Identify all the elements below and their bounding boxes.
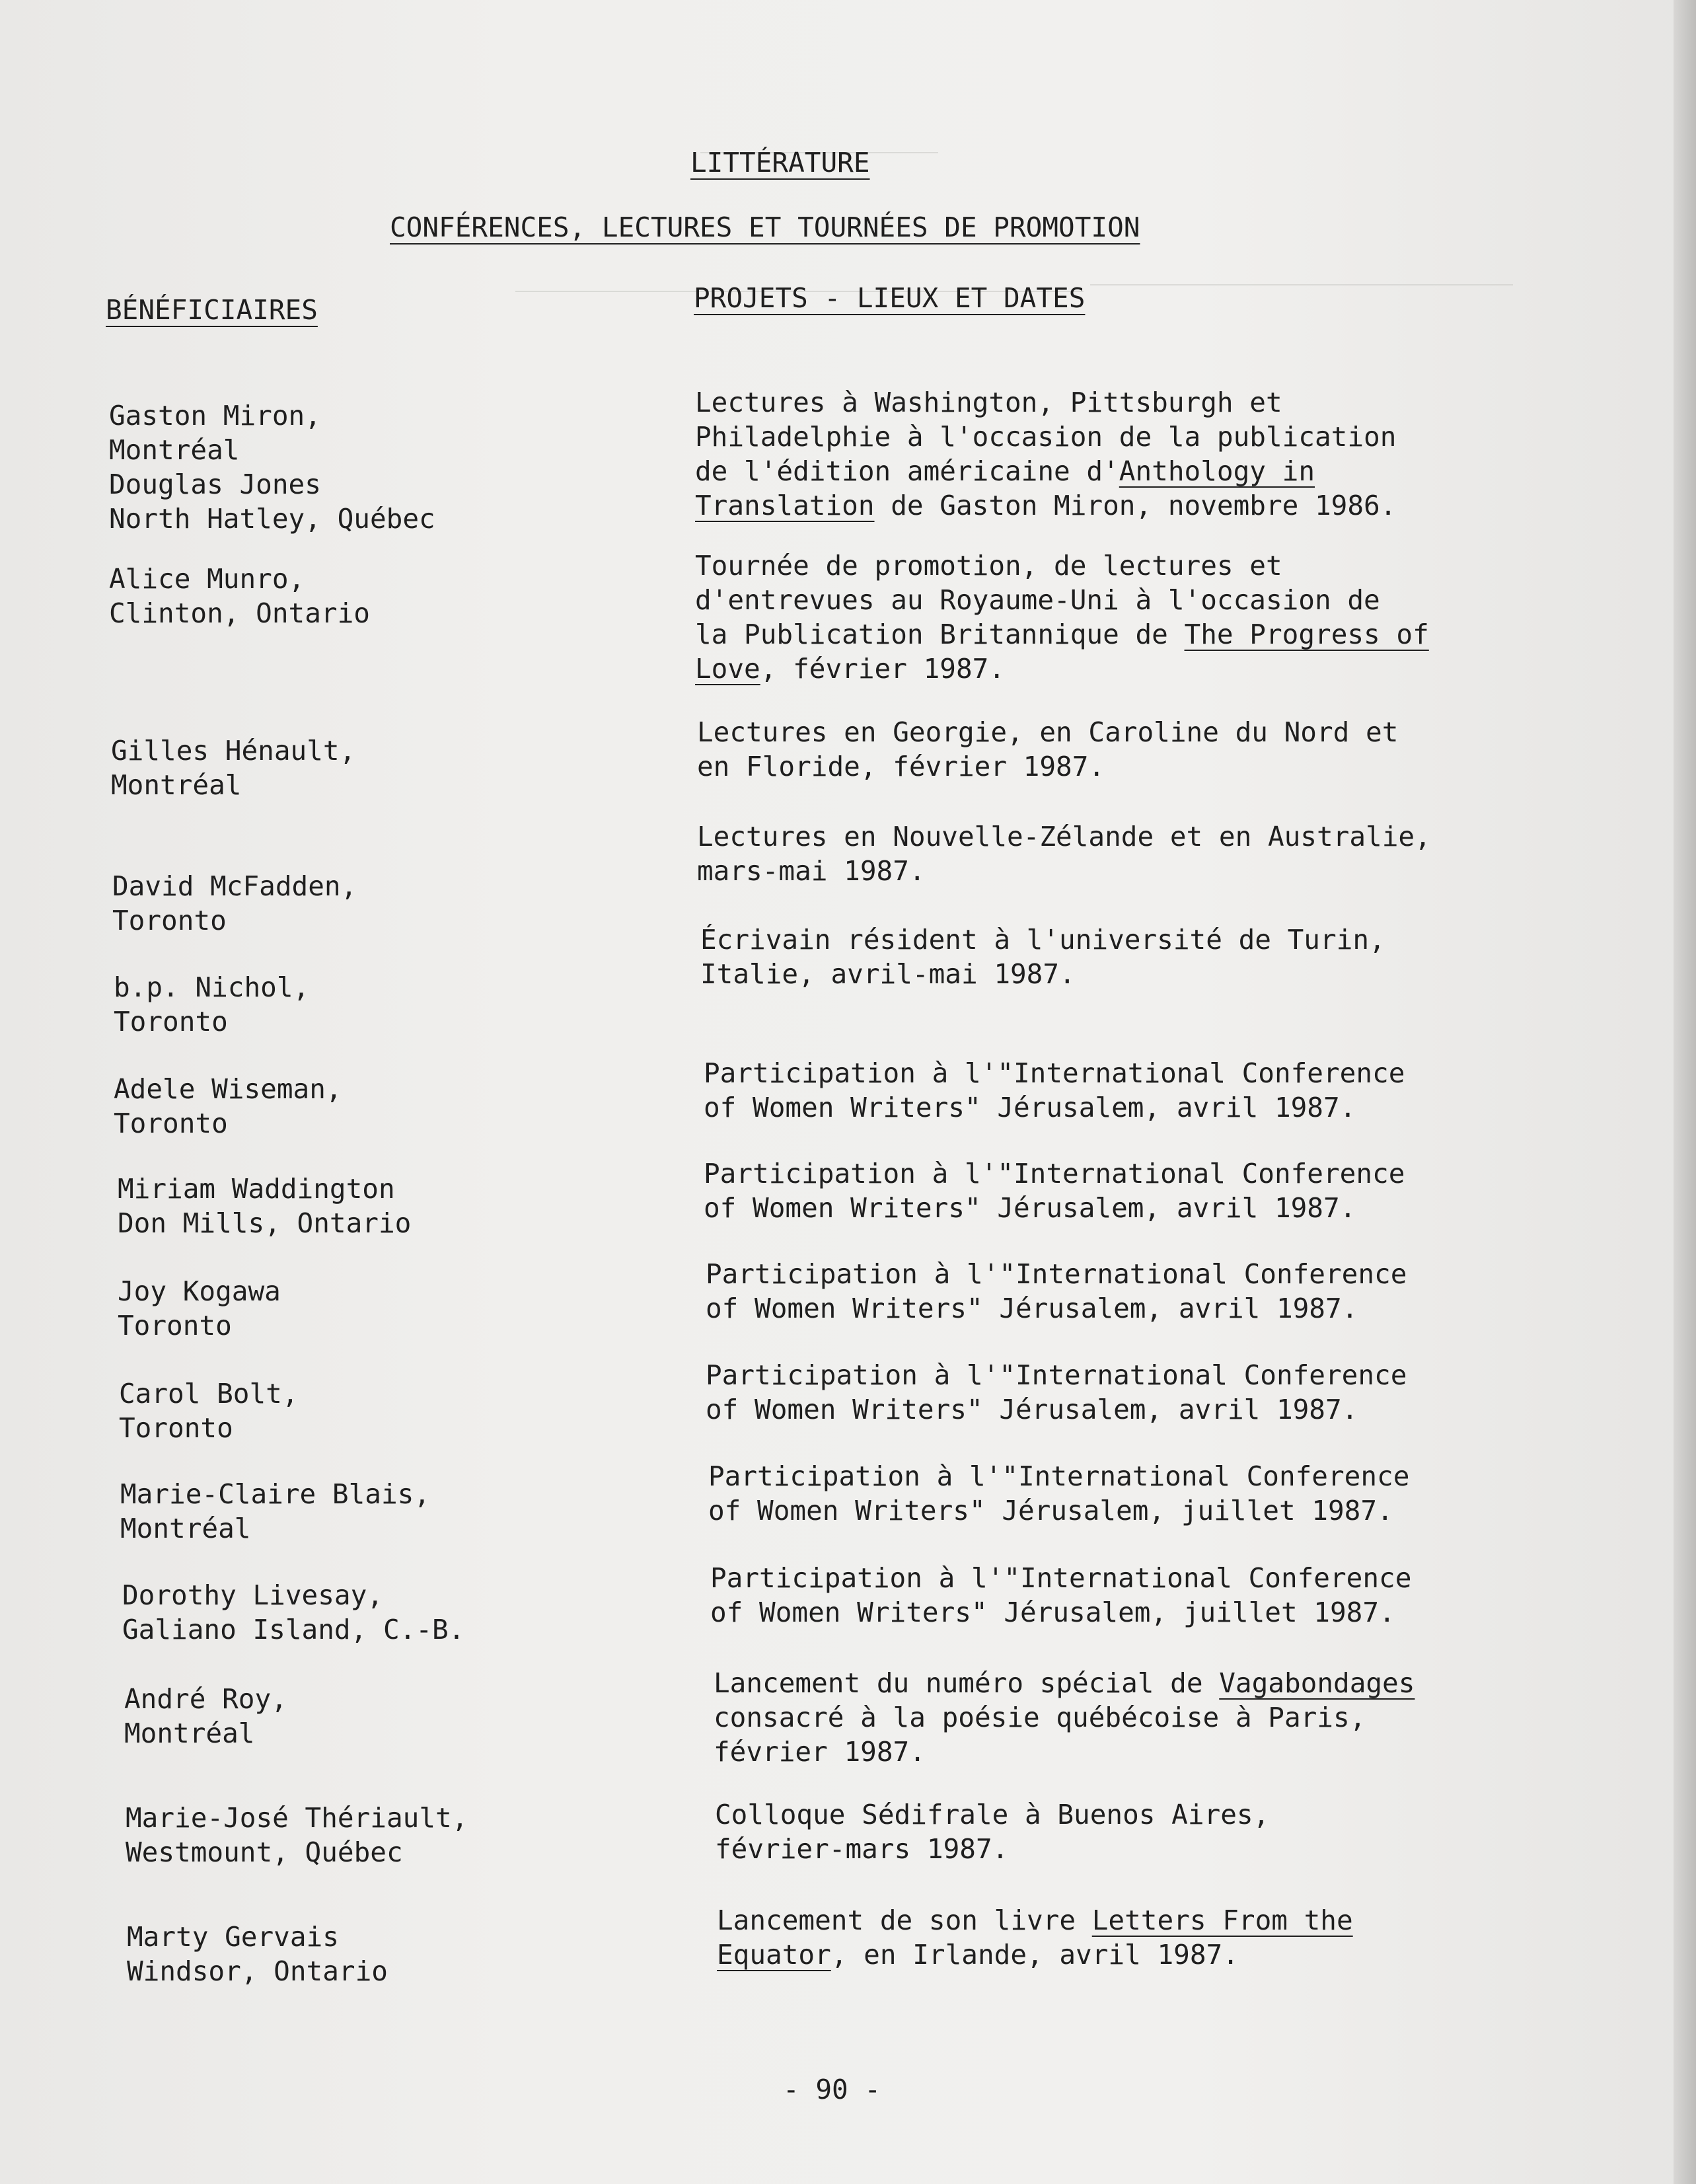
- underlined-title: Translation: [695, 490, 875, 521]
- project-description: [704, 1056, 1483, 1125]
- project-line: [717, 1903, 1496, 1938]
- project-text: of Women Writers" Jérusalem, avril 1987.: [706, 1394, 1358, 1425]
- project-description: [706, 1358, 1485, 1427]
- project-text: Tournée de promotion, de lectures et: [695, 550, 1282, 582]
- project-text: , en Irlande, avril 1987.: [830, 1939, 1239, 1971]
- project-text: la Publication Britannique de: [695, 619, 1185, 650]
- beneficiary-line: Douglas Jones: [109, 469, 321, 500]
- beneficiary-name: [114, 970, 708, 1039]
- underlined-title: Letters From the: [1091, 1904, 1353, 1936]
- project-line: [704, 1056, 1483, 1090]
- project-description: [715, 1797, 1494, 1866]
- beneficiary-name: [109, 398, 704, 536]
- beneficiary-name: [127, 1920, 721, 1988]
- beneficiary-line: Montréal: [120, 1513, 251, 1544]
- beneficiary-line: Toronto: [112, 905, 227, 936]
- beneficiary-line: Toronto: [118, 1310, 232, 1341]
- beneficiary-name: [111, 734, 706, 802]
- project-text: février-mars 1987.: [715, 1833, 1009, 1865]
- project-line: [704, 1191, 1483, 1225]
- beneficiary-name: [126, 1801, 720, 1869]
- project-line: [697, 749, 1477, 784]
- beneficiary-line: Marie-Claire Blais,: [120, 1478, 430, 1510]
- beneficiary-line: Marty Gervais: [127, 1921, 339, 1953]
- project-line: [695, 454, 1475, 488]
- project-text: Participation à l'"International Conference: [706, 1359, 1407, 1391]
- project-text: Lectures à Washington, Pittsburgh et: [695, 387, 1282, 418]
- project-line: [715, 1832, 1494, 1866]
- project-line: [706, 1291, 1485, 1326]
- beneficiary-line: Don Mills, Ontario: [118, 1207, 412, 1239]
- beneficiary-line: Carol Bolt,: [119, 1378, 299, 1410]
- beneficiary-line: Dorothy Livesay,: [122, 1579, 383, 1611]
- beneficiary-line: Montréal: [111, 769, 242, 801]
- project-line: [715, 1797, 1494, 1832]
- project-line: [695, 385, 1475, 420]
- beneficiary-line: Adele Wiseman,: [114, 1073, 342, 1105]
- section-title: LITTÉRATURE: [690, 147, 870, 178]
- beneficiary-line: Toronto: [114, 1108, 228, 1139]
- project-text: février 1987.: [714, 1736, 926, 1768]
- project-line: [706, 1392, 1485, 1427]
- project-description: [708, 1459, 1488, 1528]
- page-edge-shadow: [1674, 0, 1696, 2184]
- project-line: [717, 1938, 1496, 1972]
- beneficiary-name: [109, 562, 704, 630]
- project-text: Italie, avril-mai 1987.: [700, 958, 1076, 990]
- project-text: de Gaston Miron, novembre 1986.: [874, 490, 1397, 521]
- beneficiary-line: Joy Kogawa: [118, 1275, 281, 1307]
- underlined-title: Love: [695, 653, 760, 685]
- project-text: de l'édition américaine d': [695, 455, 1119, 487]
- beneficiary-name: [118, 1274, 712, 1343]
- project-description: [695, 548, 1475, 686]
- project-line: [710, 1595, 1490, 1630]
- project-text: mars-mai 1987.: [697, 855, 926, 887]
- project-text: of Women Writers" Jérusalem, juillet 1987.: [708, 1495, 1393, 1526]
- project-line: [704, 1156, 1483, 1191]
- project-description: [700, 923, 1480, 991]
- project-text: Participation à l'"International Conference: [708, 1460, 1410, 1492]
- beneficiary-line: Gilles Hénault,: [111, 735, 356, 767]
- beneficiary-line: Miriam Waddington: [118, 1173, 395, 1205]
- project-line: [695, 420, 1475, 454]
- project-line: [695, 583, 1475, 617]
- project-text: Philadelphie à l'occasion de la publication: [695, 421, 1397, 453]
- beneficiary-line: Galiano Island, C.-B.: [122, 1614, 465, 1645]
- beneficiary-name: [118, 1172, 712, 1240]
- project-line: [710, 1561, 1490, 1595]
- project-text: Lancement du numéro spécial de: [714, 1667, 1220, 1699]
- project-line: [695, 617, 1475, 652]
- project-line: [700, 923, 1480, 957]
- underlined-title: Vagabondages: [1219, 1667, 1415, 1699]
- project-text: en Floride, février 1987.: [697, 751, 1105, 782]
- project-line: [704, 1090, 1483, 1125]
- underlined-title: Anthology in: [1119, 455, 1315, 487]
- project-line: [697, 819, 1477, 854]
- beneficiary-line: b.p. Nichol,: [114, 971, 310, 1003]
- project-line: [700, 957, 1480, 991]
- project-line: [697, 854, 1477, 888]
- project-text: Participation à l'"International Conference: [706, 1258, 1407, 1290]
- beneficiary-name: [114, 1072, 708, 1141]
- beneficiary-name: [112, 869, 707, 938]
- project-text: Lectures en Georgie, en Caroline du Nord et: [697, 716, 1399, 748]
- project-line: [714, 1700, 1493, 1735]
- beneficiary-line: David McFadden,: [112, 870, 357, 902]
- project-text: Lancement de son livre: [717, 1904, 1092, 1936]
- project-text: Participation à l'"International Conference: [704, 1057, 1405, 1089]
- beneficiary-line: Toronto: [119, 1412, 233, 1444]
- project-line: [708, 1459, 1488, 1493]
- beneficiary-name: [124, 1682, 719, 1751]
- page-number: - 90 -: [783, 2074, 881, 2105]
- project-line: [714, 1666, 1493, 1700]
- beneficiary-line: Windsor, Ontario: [127, 1955, 388, 1987]
- project-description: [717, 1903, 1496, 1972]
- beneficiary-name: [122, 1578, 717, 1647]
- project-description: [697, 715, 1477, 784]
- beneficiary-name: [120, 1477, 715, 1546]
- beneficiary-line: Westmount, Québec: [126, 1836, 403, 1868]
- project-text: Écrivain résident à l'université de Turin,: [700, 924, 1385, 956]
- project-description: [710, 1561, 1490, 1630]
- project-description: [695, 385, 1475, 523]
- project-line: [708, 1493, 1488, 1528]
- underlined-title: The Progress of: [1184, 619, 1429, 650]
- beneficiary-line: Toronto: [114, 1006, 228, 1037]
- beneficiary-line: North Hatley, Québec: [109, 503, 435, 535]
- underlined-title: Equator: [717, 1939, 831, 1971]
- project-text: of Women Writers" Jérusalem, avril 1987.: [704, 1192, 1356, 1224]
- beneficiary-name: [119, 1376, 714, 1445]
- project-description: [714, 1666, 1493, 1769]
- project-text: consacré à la poésie québécoise à Paris,: [714, 1702, 1366, 1733]
- beneficiary-line: Montréal: [109, 434, 240, 466]
- project-description: [704, 1156, 1483, 1225]
- project-line: [695, 652, 1475, 686]
- project-line: [695, 548, 1475, 583]
- beneficiary-line: Clinton, Ontario: [109, 597, 370, 629]
- project-text: , février 1987.: [760, 653, 1006, 685]
- project-line: [714, 1735, 1493, 1769]
- project-line: [706, 1358, 1485, 1392]
- section-subtitle: CONFÉRENCES, LECTURES ET TOURNÉES DE PROMOTION: [390, 211, 1140, 243]
- beneficiary-line: Montréal: [124, 1717, 255, 1749]
- beneficiary-line: Marie-José Thériault,: [126, 1802, 468, 1834]
- project-text: of Women Writers" Jérusalem, avril 1987.: [704, 1092, 1356, 1123]
- project-line: [697, 715, 1477, 749]
- project-text: Participation à l'"International Conference: [704, 1158, 1405, 1189]
- project-text: of Women Writers" Jérusalem, juillet 1987.: [710, 1597, 1395, 1628]
- beneficiary-line: Alice Munro,: [109, 563, 305, 595]
- project-text: Colloque Sédifrale à Buenos Aires,: [715, 1799, 1270, 1830]
- column-header-beneficiaires: BÉNÉFICIAIRES: [106, 294, 318, 326]
- project-description: [697, 819, 1477, 888]
- beneficiary-line: André Roy,: [124, 1683, 287, 1715]
- project-line: [706, 1257, 1485, 1291]
- project-line: [695, 488, 1475, 523]
- project-text: d'entrevues au Royaume-Uni à l'occasion de: [695, 584, 1380, 616]
- project-text: Participation à l'"International Conference: [710, 1562, 1412, 1594]
- beneficiary-line: Gaston Miron,: [109, 400, 321, 432]
- bleed-through-block: [1090, 258, 1513, 285]
- column-header-projets: PROJETS - LIEUX ET DATES: [694, 282, 1086, 314]
- project-text: Lectures en Nouvelle-Zélande et en Australie,: [697, 821, 1431, 852]
- project-text: of Women Writers" Jérusalem, avril 1987.: [706, 1293, 1358, 1324]
- project-description: [706, 1257, 1485, 1326]
